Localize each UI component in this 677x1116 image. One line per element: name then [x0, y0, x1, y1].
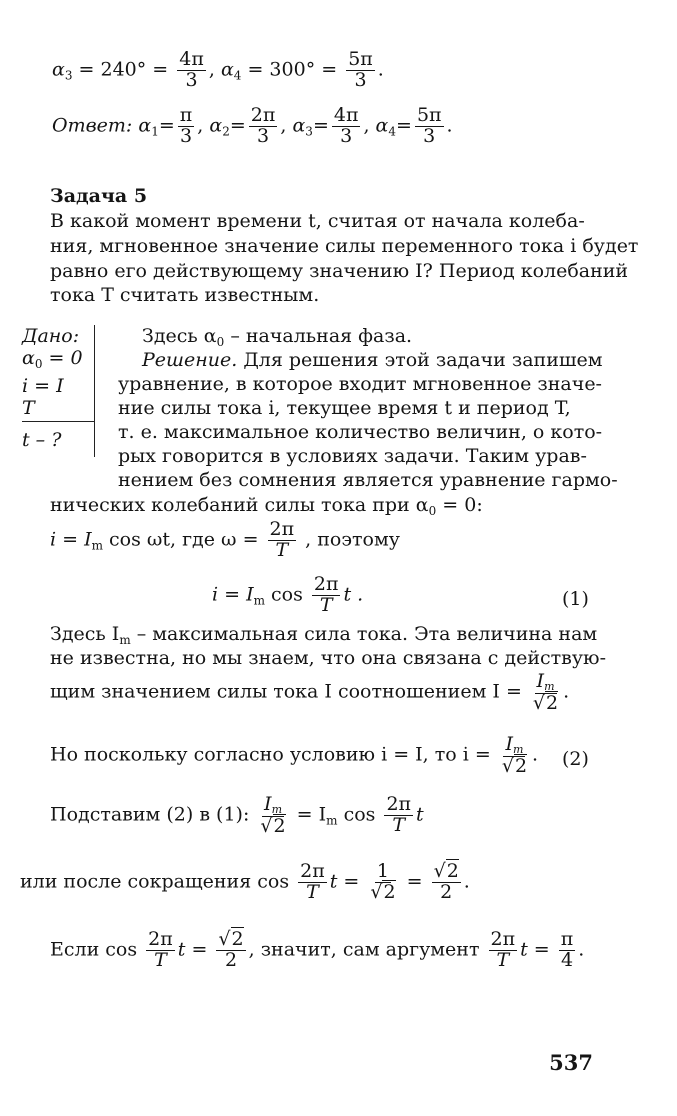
substitution-line: Подставим (2) в (1): $\frac{Im}{√2}$ = $I_m$ cos $\frac{2\pi}{T}$ t — [50, 793, 424, 837]
conclusion-line: Если cos $\frac{2\pi}{T}$ t = $\frac{√2}{2}$ , значит, сам аргумент $\frac{2\pi}{T}$ t = $\frac{\pi}{4}$ . — [50, 928, 585, 971]
solution-line: уравнение, в которое входит мгновенное значе- — [118, 373, 602, 395]
solution-line: т. е. максимальное количество величин, о кото- — [118, 421, 603, 443]
fraction: $\frac{Im}{√2}$ — [260, 793, 286, 837]
text-line: не известна, но мы знаем, что она связана с действую- — [50, 647, 607, 669]
given-block — [22, 325, 95, 457]
text-line: Здесь $I_m$ – максимальная сила тока. Эта величина нам — [50, 623, 598, 647]
fraction: $\frac{1}{√2}$ — [370, 860, 396, 903]
fraction: $\frac{\pi}{3}$ — [179, 104, 193, 147]
fraction: $\frac{2\pi}{T}$ — [148, 928, 173, 971]
solution-line: Решение. Для решения этой задачи запишем — [142, 349, 603, 371]
task-line: ния, мгновенное значение силы переменного тока i будет — [50, 235, 639, 257]
equation-number-1: (1) — [562, 588, 589, 610]
solution-line: нических колебаний силы тока при $\alpha_0 = 0$: — [50, 494, 483, 518]
fraction: $\frac{2\pi}{T}$ — [386, 793, 412, 837]
relation-line: щим значением силы тока I соотношением I = $\frac{Im}{√2}$ . — [50, 670, 570, 714]
solution-line: рых говорится в условиях задачи. Таким урав- — [118, 445, 587, 467]
fraction: $\frac{5\pi}{3}$ — [348, 48, 373, 91]
solution-line: ние силы тока i, текущее время t и период T, — [118, 397, 571, 419]
task-title: Задача 5 — [50, 185, 148, 207]
equation-1: $i = I_m$ cos $\frac{2\pi}{T}$ t . — [212, 573, 364, 616]
fraction: $\frac{√2}{2}$ — [218, 928, 244, 971]
given-i: i = I — [22, 375, 64, 397]
fraction: $\frac{Im}{√2}$ — [532, 670, 559, 714]
fraction: $\frac{5\pi}{3}$ — [416, 104, 442, 147]
fraction: $\frac{\pi}{4}$ — [560, 928, 574, 971]
reduction-line: или после сокращения cos $\frac{2\pi}{T}$ t = $\frac{1}{√2}$ = $\frac{√2}{2}$ . — [20, 860, 470, 903]
fraction: $\frac{Im}{√2}$ — [501, 733, 528, 777]
fraction: $\frac{2\pi}{T}$ — [300, 860, 325, 903]
equation-i: $i = I_m$ cos ωt, где ω = $\frac{2\pi}{T}$ , поэтому — [50, 518, 400, 561]
fraction: $\frac{2\pi}{T}$ — [313, 573, 339, 616]
solution-line: Здесь $\alpha_0$ – начальная фаза. — [142, 325, 413, 349]
given-title: Дано: — [22, 325, 80, 347]
given-T: T — [22, 397, 35, 419]
task-line: В какой момент времени t, считая от начала колеба- — [50, 210, 585, 232]
given-divider — [22, 421, 94, 422]
fraction: $\frac{4\pi}{3}$ — [333, 104, 359, 147]
fraction: $\frac{2\pi}{3}$ — [250, 104, 276, 147]
answer-line: Ответ: $\alpha_1=$ $\frac{\pi}{3}$ , $\alpha_2=$ $\frac{2\pi}{3}$ , $\alpha_3=$ $\frac{4\pi}{3}$ , $\alpha_4=$ $\frac{5\pi}{3}$ . — [52, 104, 453, 147]
equation-2-line: Но поскольку согласно условию i = I, то i = $\frac{Im}{√2}$ . — [50, 733, 539, 777]
task-line: равно его действующему значению I? Период колебаний — [50, 260, 629, 282]
task-line: тока T считать известным. — [50, 284, 320, 306]
fraction: $\frac{√2}{2}$ — [433, 860, 459, 903]
fraction: $\frac{2\pi}{T}$ — [269, 518, 295, 561]
alpha-values-line: $\alpha_3 = 240^\circ$ = $\frac{4\pi}{3}$ , $\alpha_4 = 300^\circ$ = $\frac{5\pi}{3}$ . — [52, 48, 384, 91]
solution-line: нением без сомнения является уравнение гармо- — [118, 469, 618, 491]
fraction: $\frac{2\pi}{T}$ — [490, 928, 516, 971]
page-number: 537 — [549, 1050, 593, 1075]
equation-number-2: (2) — [562, 748, 589, 770]
fraction: $\frac{4\pi}{3}$ — [179, 48, 204, 91]
given-alpha0: $\alpha_0 = 0$ — [22, 347, 83, 371]
given-question: t – ? — [22, 429, 62, 451]
